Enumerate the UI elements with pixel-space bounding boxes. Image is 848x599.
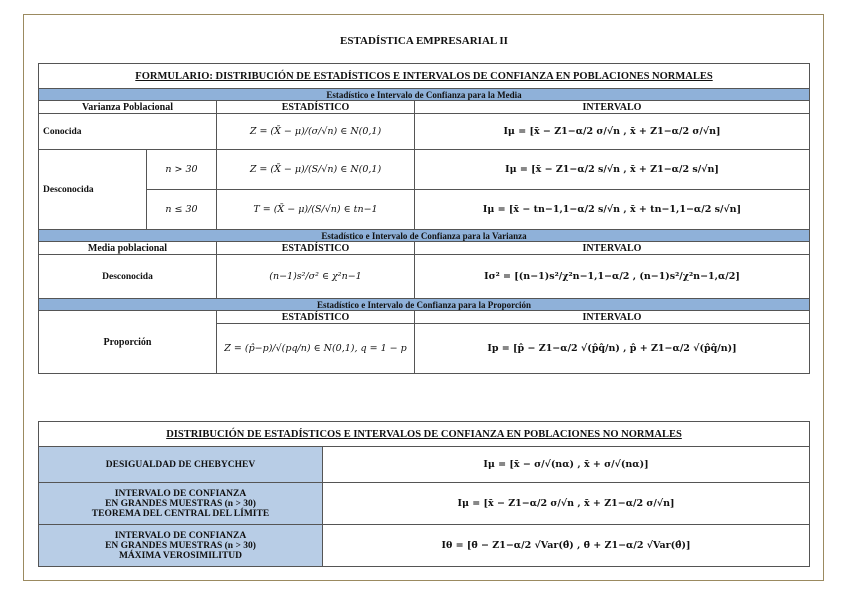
row-mv-label [39, 525, 323, 567]
stat-proporcion [217, 324, 415, 374]
formula-interval-t: Iμ = [x̄ − tn−1,1−α/2 s/√n , x̄ + tn−1,1−α/2 s/√n] [482, 204, 742, 215]
proporcion-col-estadistico: ESTADÍSTICO [217, 311, 415, 324]
mv-line-2: EN GRANDES MUESTRAS (n > 30) [105, 540, 256, 551]
interval-unknown [415, 150, 810, 190]
varianza-col-intervalo: INTERVALO [415, 242, 810, 255]
interval-chebychev [323, 447, 810, 483]
formula-z-unknown: Z = (X̄ − μ)/(S/√n) ∈ N(0,1) [249, 164, 382, 175]
tcl-line-3: TEOREMA DEL CENTRAL DEL LÍMITE [91, 508, 270, 519]
media-col-estadistico: ESTADÍSTICO [217, 101, 415, 114]
media-col-varianza: Varianza Poblacional [39, 101, 217, 114]
stat-chi [217, 255, 415, 299]
mv-line-3: MÁXIMA VEROSIMILITUD [118, 550, 243, 561]
formula-interval-varianza: Iσ² = [(n−1)s²/χ²n−1,1−α/2 , (n−1)s²/χ²n−1,α/2] [484, 271, 740, 282]
formula-tcl: Iμ = [x̄ − Z1−α/2 σ/√n , x̄ + Z1−α/2 σ/√n] [457, 498, 675, 509]
non-normal-populations-table [38, 421, 810, 567]
interval-known [415, 114, 810, 150]
varianza-header: Estadístico e Intervalo de Confianza para la Varianza [39, 230, 810, 242]
interval-t [415, 190, 810, 230]
row-conocida-label: Conocida [39, 114, 217, 150]
proporcion-header: Estadístico e Intervalo de Confianza para la Proporción [39, 299, 810, 311]
formula-proporcion: Z = (p̂−p)/√(pq/n) ∈ N(0,1), q = 1 − p [224, 343, 407, 354]
row-varianza-desconocida: Desconocida [39, 255, 217, 299]
interval-mv [323, 525, 810, 567]
row-chebychev-label: DESIGUALDAD DE CHEBYCHEV [39, 447, 323, 483]
row-desconocida-label: Desconocida [39, 150, 147, 230]
stat-z-unknown [217, 150, 415, 190]
varianza-col-media: Media poblacional [39, 242, 217, 255]
formula-interval-known: Iμ = [x̄ − Z1−α/2 σ/√n , x̄ + Z1−α/2 σ/√n] [503, 126, 721, 137]
document-title: ESTADÍSTICA EMPRESARIAL II [340, 35, 508, 47]
n-greater-30: n > 30 [147, 150, 217, 190]
row-proporcion-label: Proporción [39, 311, 217, 374]
mv-line-1: INTERVALO DE CONFIANZA [114, 530, 247, 541]
formula-t: T = (X̄ − μ)/(S/√n) ∈ tn−1 [253, 204, 378, 215]
formula-chebychev: Iμ = [x̄ − σ/√(nα) , x̄ + σ/√(nα)] [483, 459, 649, 470]
interval-tcl [323, 483, 810, 525]
normal-populations-table [38, 63, 810, 374]
varianza-col-estadistico: ESTADÍSTICO [217, 242, 415, 255]
interval-varianza [415, 255, 810, 299]
row-tcl-label [39, 483, 323, 525]
formula-chi: (n−1)s²/σ² ∈ χ²n−1 [269, 271, 362, 282]
no-normales-title: DISTRIBUCIÓN DE ESTADÍSTICOS E INTERVALOS DE CONFIANZA EN POBLACIONES NO NORMALES [39, 422, 810, 447]
formula-interval-proporcion: Ip = [p̂ − Z1−α/2 √(p̂q̂/n) , p̂ + Z1−α/2 √(p̂q̂/n)] [487, 343, 737, 354]
formula-z-known: Z = (X̄ − μ)/(σ/√n) ∈ N(0,1) [249, 126, 382, 137]
stat-z-known [217, 114, 415, 150]
tcl-line-2: EN GRANDES MUESTRAS (n > 30) [105, 498, 256, 509]
media-col-intervalo: INTERVALO [415, 101, 810, 114]
interval-proporcion [415, 324, 810, 374]
stat-t [217, 190, 415, 230]
n-less-equal-30: n ≤ 30 [147, 190, 217, 230]
media-header: Estadístico e Intervalo de Confianza para la Media [39, 89, 810, 101]
tcl-line-1: INTERVALO DE CONFIANZA [114, 488, 247, 499]
formula-mv: Iθ = [θ̄ − Z1−α/2 √Var(θ̂) , θ̄ + Z1−α/2 √Var(θ̂)] [441, 540, 691, 551]
formula-interval-unknown: Iμ = [x̄ − Z1−α/2 s/√n , x̄ + Z1−α/2 s/√n] [505, 164, 719, 175]
proporcion-col-intervalo: INTERVALO [415, 311, 810, 324]
formulario-title: FORMULARIO: DISTRIBUCIÓN DE ESTADÍSTICOS E INTERVALOS DE CONFIANZA EN POBLACIONES NORMALES [39, 64, 810, 89]
